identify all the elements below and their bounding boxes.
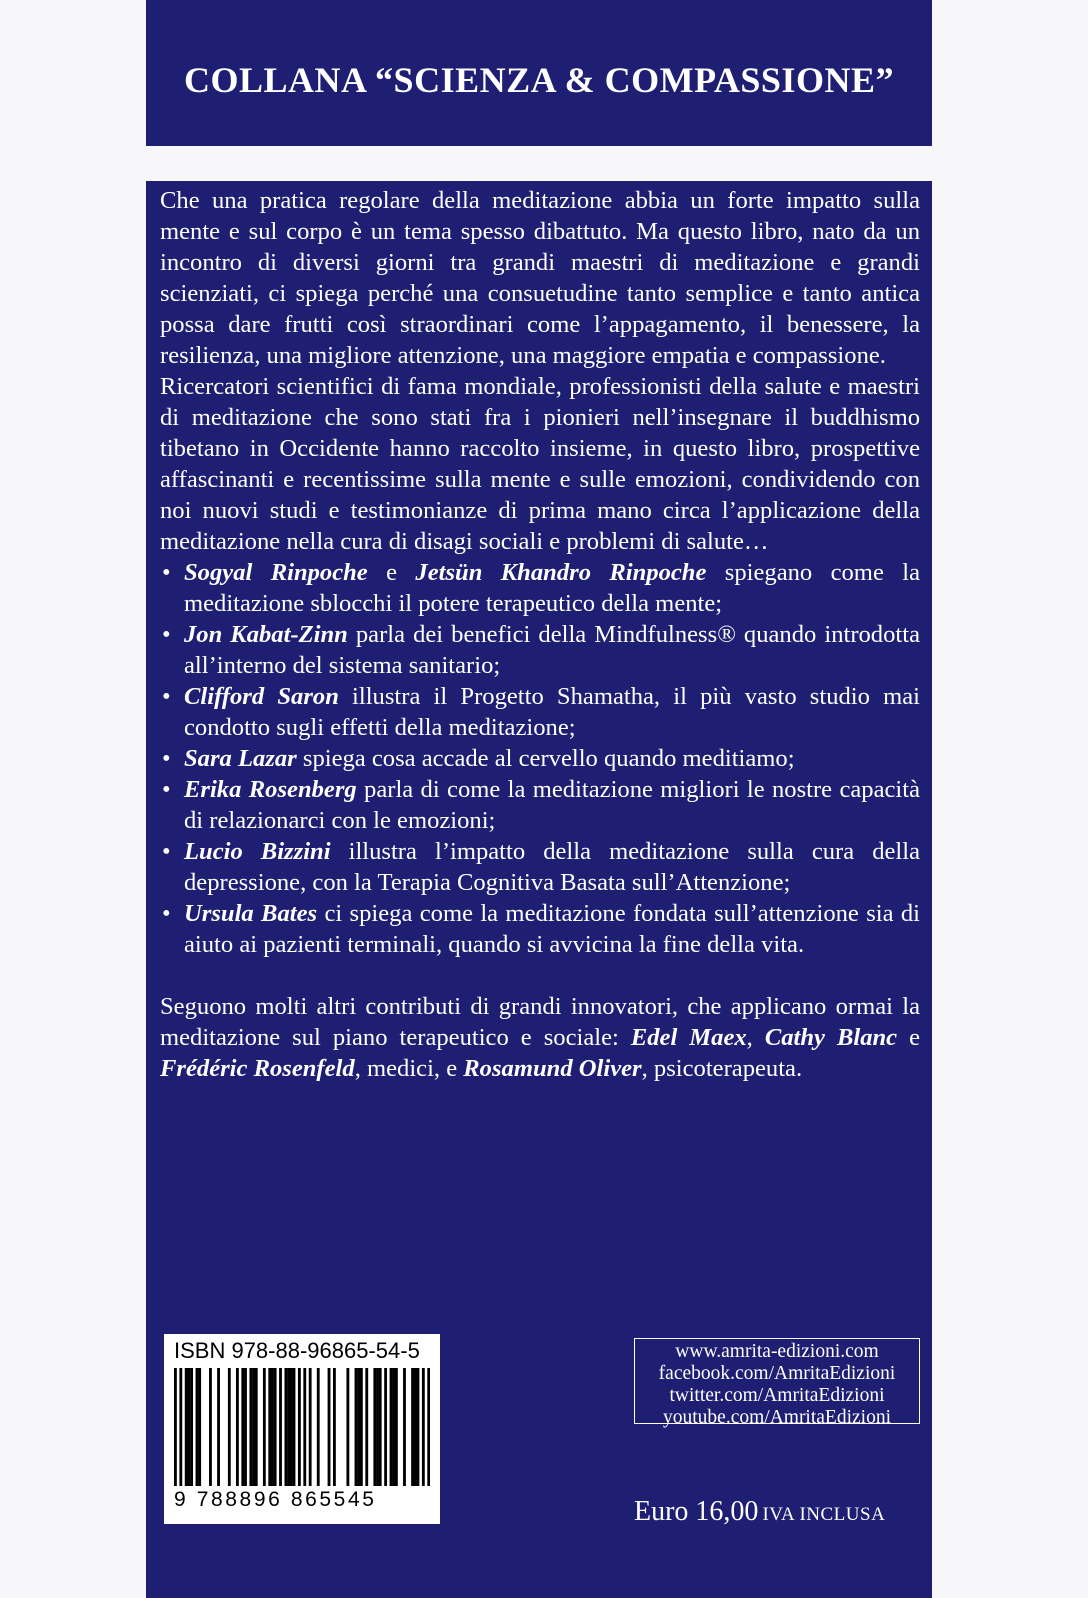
barcode-bar [346, 1368, 349, 1486]
barcode-bar [244, 1368, 247, 1486]
barcode-bar [228, 1368, 231, 1486]
intro-paragraph: Che una pratica regolare della meditazione abbia un forte impatto sulla mente e sul corpo è un tema spesso dibattuto. Ma questo libro, nato da un incontro di diversi giorni tra grandi maestri di meditazione e grandi scienziati, ci spiega perché una consuetudine tanto semplice e tanto antica possa dare frutti così straordinari come l’appagamento, il benessere, la resilienza, una migliore attenzione, una maggiore empatia e compassione. [160, 187, 920, 369]
barcode-bar [379, 1368, 382, 1486]
contributor-name: Rosamund Oliver [463, 1055, 642, 1082]
list-item [160, 774, 920, 836]
contributor-name: Lucio Bizzini [184, 838, 331, 865]
barcode-bar [360, 1368, 363, 1486]
contributor-name: Clifford Saron [184, 683, 339, 710]
barcode-bar [196, 1368, 199, 1486]
isbn-label: ISBN 978-88-96865-54-5 [174, 1338, 420, 1363]
contributor-description: illustra il Progetto Shamatha, il più vasto studio mai condotto sugli effetti della meditazione; [184, 683, 920, 741]
twitter-link[interactable]: twitter.com/AmritaEdizioni [669, 1385, 885, 1406]
separator: , medici, e [354, 1055, 464, 1082]
barcode-digits: 9 788896 865545 [174, 1488, 377, 1511]
separator: , [746, 1024, 765, 1051]
closing-lead: Seguono molti altri contributi di grandi innovatori, che applicano ormai la meditazione sul piano terapeutico e sociale: [160, 993, 920, 1051]
barcode-bar [174, 1368, 177, 1486]
contributor-name: Sara Lazar [184, 745, 297, 772]
barcode-bar [217, 1368, 220, 1486]
barcode-bar [376, 1368, 379, 1486]
barcode-bar [274, 1368, 277, 1486]
barcode-bar [395, 1368, 398, 1486]
list-item [160, 619, 920, 681]
web-links-box [634, 1338, 920, 1428]
barcode-bar [333, 1368, 336, 1486]
list-item [160, 557, 920, 619]
paragraph-gap [160, 960, 920, 991]
contributor-name: Sogyal Rinpoche [184, 559, 368, 586]
blurb-text [160, 185, 920, 1084]
barcode-icon [174, 1368, 430, 1486]
barcode-bar [279, 1368, 282, 1486]
conjunction: e [367, 559, 416, 586]
website-link[interactable]: www.amrita-edizioni.com [675, 1341, 879, 1362]
barcode-bar [384, 1368, 387, 1486]
researchers-paragraph: Ricercatori scientifici di fama mondiale, professionisti della salute e maestri di meditazione che sono stati fra i pionieri nell’insegnare il buddhismo tibetano in Occidente hanno raccolto insieme, in questo libro, prospettive affascinanti e recentissime sulla mente e sulle emozioni, condividendo con noi nuovi studi e testimonianze di prima mano circa l’applicazione della meditazione nella cura di disagi sociali e problemi di salute… [160, 373, 920, 555]
barcode-bar [284, 1368, 287, 1486]
list-item [160, 898, 920, 960]
barcode-bar [365, 1368, 368, 1486]
barcode-bar [411, 1368, 414, 1486]
contributors-list [160, 557, 920, 960]
price-amount: Euro 16,00 [634, 1496, 759, 1527]
contributor-description: illustra l’impatto della meditazione sulla cura della depressione, con la Terapia Cognitiva Basata sull’Attenzione; [184, 838, 921, 896]
barcode-bar [417, 1368, 420, 1486]
barcode-bar [252, 1368, 255, 1486]
contributor-description: spiegano come la meditazione sblocchi il potere terapeutico della mente; [184, 559, 920, 617]
barcode-bar [328, 1368, 331, 1486]
youtube-link[interactable]: youtube.com/AmritaEdizioni [663, 1407, 891, 1428]
barcode-bar [241, 1368, 244, 1486]
barcode-bar [185, 1368, 188, 1486]
price-label [634, 1496, 934, 1528]
barcode-bar [303, 1368, 306, 1486]
barcode-bar [263, 1368, 266, 1486]
contributor-description: parla dei benefici della Mindfulness® quando introdotta all’interno del sistema sanitario; [184, 621, 920, 679]
list-item [160, 743, 920, 774]
barcode-bar [209, 1368, 212, 1486]
closing-paragraph [160, 991, 920, 1084]
contributor-description: parla di come la meditazione migliori le nostre capacità di relazionarci con le emozioni; [184, 776, 920, 834]
contributor-name: Jetsün Khandro Rinpoche [415, 559, 707, 586]
barcode-bar [298, 1368, 301, 1486]
barcode-bar [355, 1368, 358, 1486]
contributor-description: spiega cosa accade al cervello quando meditiamo; [296, 745, 795, 772]
barcode-bar [290, 1368, 293, 1486]
barcode-bar [293, 1368, 296, 1486]
list-item [160, 836, 920, 898]
series-title: COLLANA “SCIENZA & COMPASSIONE” [184, 60, 894, 100]
barcode-bar [357, 1368, 360, 1486]
barcode-bar [271, 1368, 274, 1486]
closing-tail: , psicoterapeuta. [641, 1055, 803, 1082]
isbn-barcode-box [164, 1334, 440, 1524]
barcode-bar [317, 1368, 320, 1486]
list-item [160, 681, 920, 743]
facebook-link[interactable]: facebook.com/AmritaEdizioni [658, 1363, 896, 1384]
contributor-name: Jon Kabat-Zinn [184, 621, 348, 648]
barcode-bar [190, 1368, 193, 1486]
vat-note: IVA INCLUSA [762, 1504, 886, 1525]
contributor-name: Ursula Bates [184, 900, 318, 927]
contributor-name: Erika Rosenberg [184, 776, 357, 803]
barcode-bar [249, 1368, 252, 1486]
barcode-bar [268, 1368, 271, 1486]
barcode-bar [236, 1368, 239, 1486]
barcode-bar [179, 1368, 182, 1486]
barcode-bar [403, 1368, 406, 1486]
contributor-name: Frédéric Rosenfeld [160, 1055, 355, 1082]
barcode-bar [287, 1368, 290, 1486]
barcode-bar [422, 1368, 425, 1486]
contributor-name: Cathy Blanc [764, 1024, 898, 1051]
series-header-band [146, 0, 932, 146]
separator: e [897, 1024, 921, 1051]
barcode-bar [390, 1368, 393, 1486]
barcode-bar [427, 1368, 430, 1486]
barcode-bar [414, 1368, 417, 1486]
barcode-bar [187, 1368, 190, 1486]
contributor-name: Edel Maex [630, 1024, 747, 1051]
barcode-bar [309, 1368, 312, 1486]
barcode-bar [198, 1368, 201, 1486]
barcode-bar [392, 1368, 395, 1486]
barcode-bar [373, 1368, 376, 1486]
contributor-description: ci spiega come la meditazione fondata sull’attenzione sia di aiuto ai pazienti terminali, quando si avvicina la fine della vita. [184, 900, 920, 958]
barcode-bar [255, 1368, 258, 1486]
